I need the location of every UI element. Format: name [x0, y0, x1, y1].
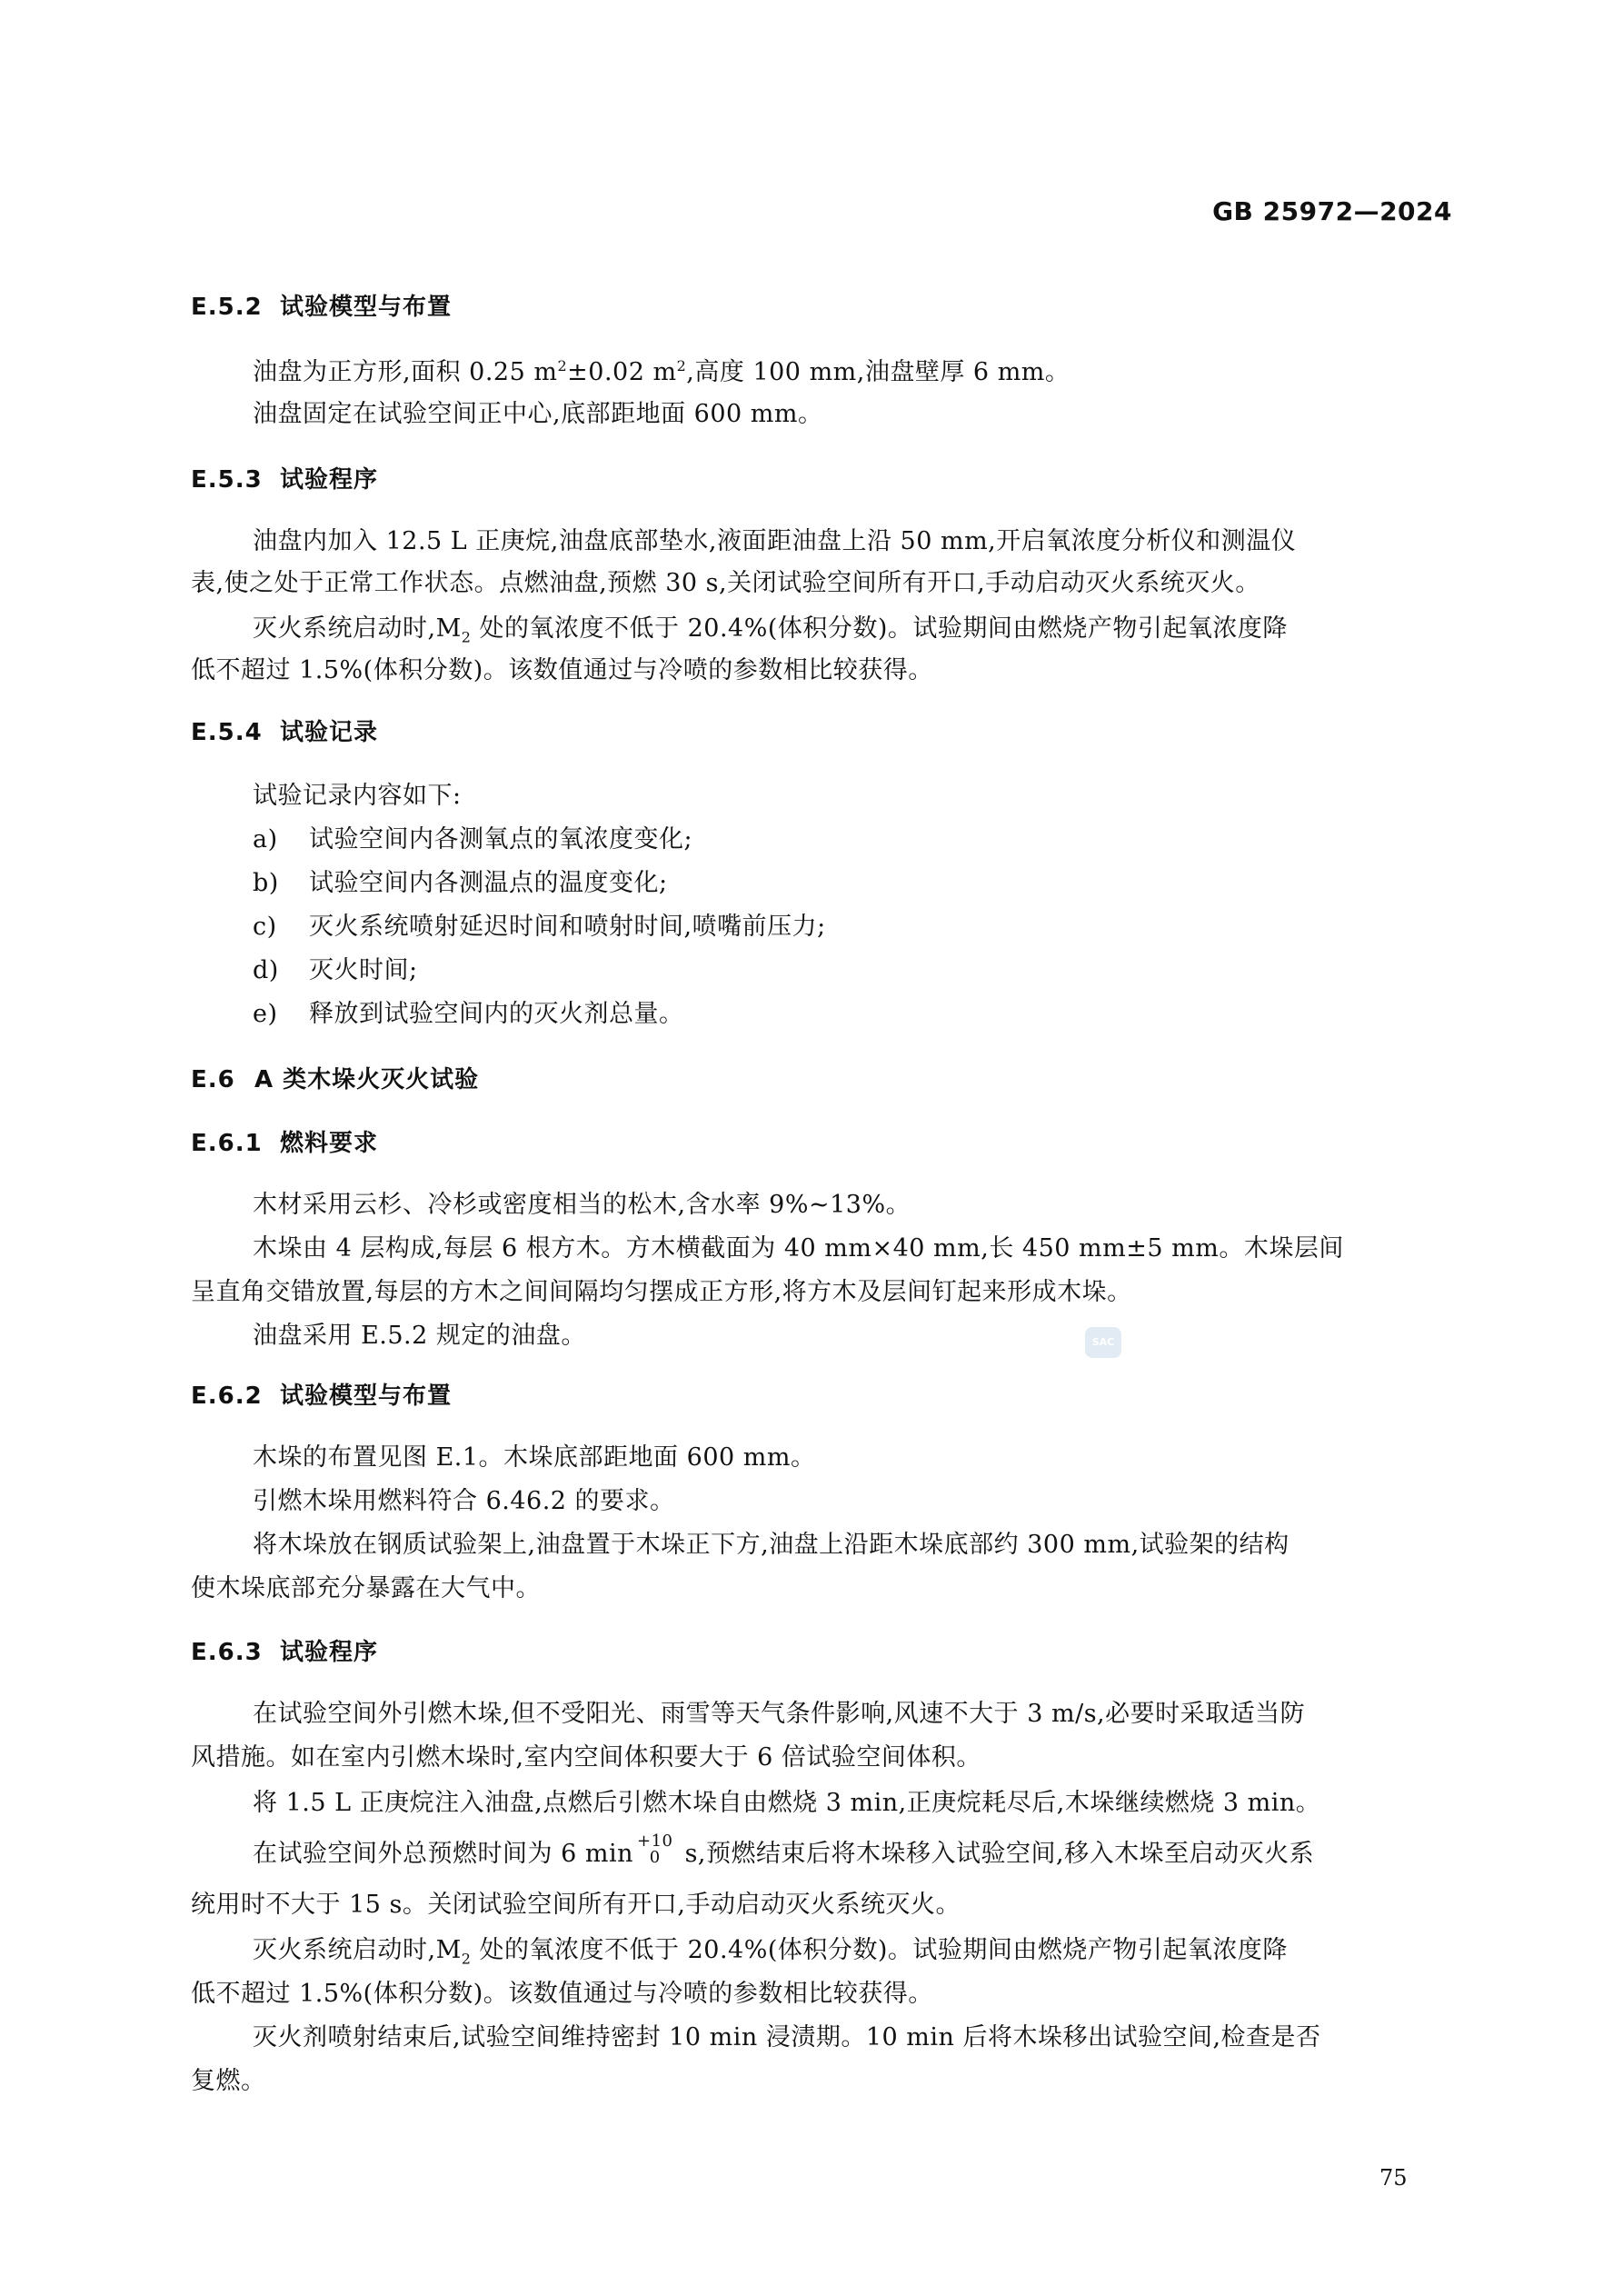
section-heading-e6	[191, 1063, 479, 1096]
paragraph: 将 1.5 L 正庚烷注入油盘,点燃后引燃木垛自由燃烧 3 min,正庚烷耗尽后,木垛继续燃烧 3 min。	[253, 1789, 1321, 1817]
text-run: ±0.02 m	[567, 358, 677, 386]
list-label: c)	[253, 913, 277, 941]
list-item	[253, 867, 668, 900]
tolerance-upper: +10	[636, 1831, 673, 1851]
section-number: E.6.1	[191, 1130, 263, 1157]
page-number: 75	[1379, 2165, 1408, 2191]
text-run: s,预燃结束后将木垛移入试验空间,移入木垛至启动灭火系	[676, 1840, 1315, 1868]
paragraph: 油盘固定在试验空间正中心,底部距地面 600 mm。	[253, 400, 823, 428]
section-heading-e52	[191, 291, 452, 324]
paragraph: 木垛的布置见图 E.1。木垛底部距地面 600 mm。	[253, 1443, 816, 1472]
section-title: A 类木垛火灭火试验	[254, 1066, 480, 1093]
section-title: 燃料要求	[280, 1130, 379, 1157]
section-title: 试验模型与布置	[280, 294, 453, 321]
text-run: ,高度 100 mm,油盘壁厚 6 mm。	[686, 358, 1070, 386]
paragraph-line: 木垛由 4 层构成,每层 6 根方木。方木横截面为 40 mm×40 mm,长 450 mm±5 mm。木垛层间	[253, 1234, 1344, 1263]
paragraph-line: 低不超过 1.5%(体积分数)。该数值通过与冷喷的参数相比较获得。	[191, 656, 933, 684]
paragraph-line: 呈直角交错放置,每层的方木之间间隔均匀摆成正方形,将方木及层间钉起来形成木垛。	[191, 1278, 1132, 1306]
list-item	[253, 954, 418, 987]
section-heading-e61	[191, 1127, 378, 1160]
paragraph-line: 表,使之处于正常工作状态。点燃油盘,预燃 30 s,关闭试验空间所有开口,手动启动灭火系统灭火。	[191, 569, 1260, 597]
section-title: 试验程序	[280, 466, 379, 494]
list-item	[253, 911, 826, 943]
list-label: d)	[253, 956, 279, 984]
paragraph: 引燃木垛用燃料符合 6.46.2 的要求。	[253, 1487, 675, 1515]
list-label: b)	[253, 869, 279, 897]
list-text: 灭火时间;	[309, 956, 418, 984]
paragraph-line: 油盘内加入 12.5 L 正庚烷,油盘底部垫水,液面距油盘上沿 50 mm,开启氧浓度分析仪和测温仪	[253, 527, 1297, 555]
tolerance	[637, 1833, 673, 1866]
section-heading-e53	[191, 464, 378, 496]
text-run: 处的氧浓度不低于 20.4%(体积分数)。试验期间由燃烧产物引起氧浓度降	[471, 1936, 1288, 1964]
paragraph-line	[253, 1831, 1315, 1872]
text-run: 灭火系统启动时,M	[253, 614, 462, 643]
section-title: 试验程序	[280, 1639, 379, 1666]
section-number: E.6.2	[191, 1383, 263, 1410]
tolerance-lower: 0	[649, 1847, 661, 1867]
subscript: 2	[461, 628, 472, 646]
section-heading-e63	[191, 1636, 378, 1669]
paragraph	[253, 356, 1070, 389]
paragraph-line	[253, 613, 1288, 645]
text-run: 灭火系统启动时,M	[253, 1936, 462, 1964]
paragraph-line: 风措施。如在室内引燃木垛时,室内空间体积要大于 6 倍试验空间体积。	[191, 1743, 981, 1772]
paragraph: 试验记录内容如下:	[253, 782, 462, 810]
list-text: 释放到试验空间内的灭火剂总量。	[309, 1000, 684, 1028]
paragraph-line: 将木垛放在钢质试验架上,油盘置于木垛正下方,油盘上沿距木垛底部约 300 mm,试验架的结构	[253, 1531, 1289, 1559]
text-run: 油盘为正方形,面积 0.25 m	[253, 358, 558, 386]
paragraph-line: 统用时不大于 15 s。关闭试验空间所有开口,手动启动灭火系统灭火。	[191, 1891, 961, 1919]
section-number: E.6	[191, 1066, 235, 1093]
text-run: 处的氧浓度不低于 20.4%(体积分数)。试验期间由燃烧产物引起氧浓度降	[471, 614, 1288, 643]
section-heading-e62	[191, 1380, 452, 1413]
list-item	[253, 998, 684, 1031]
standard-number: GB 25972—2024	[1212, 196, 1452, 226]
subscript: 2	[461, 1950, 472, 1968]
superscript: 2	[557, 357, 568, 374]
paragraph-line: 灭火剂喷射结束后,试验空间维持密封 10 min 浸渍期。10 min 后将木垛移出试验空间,检查是否	[253, 2023, 1321, 2051]
text-run: 在试验空间外总预燃时间为 6 min	[253, 1840, 633, 1868]
sac-watermark: SAC	[1085, 1327, 1121, 1358]
paragraph: 木材采用云杉、冷杉或密度相当的松木,含水率 9%~13%。	[253, 1191, 911, 1219]
list-item	[253, 824, 692, 856]
section-heading-e54	[191, 716, 378, 749]
paragraph: 油盘采用 E.5.2 规定的油盘。	[253, 1322, 586, 1350]
paragraph-line	[253, 1934, 1288, 1967]
list-text: 试验空间内各测氧点的氧浓度变化;	[309, 825, 693, 854]
list-text: 灭火系统喷射延迟时间和喷射时间,喷嘴前压力;	[309, 913, 826, 941]
list-text: 试验空间内各测温点的温度变化;	[309, 869, 668, 897]
section-number: E.5.2	[191, 294, 263, 321]
section-number: E.5.3	[191, 466, 263, 494]
list-label: a)	[253, 825, 278, 854]
section-title: 试验模型与布置	[280, 1383, 453, 1410]
paragraph-line: 使木垛底部充分暴露在大气中。	[191, 1574, 541, 1602]
paragraph-line: 低不超过 1.5%(体积分数)。该数值通过与冷喷的参数相比较获得。	[191, 1980, 933, 2008]
list-label: e)	[253, 1000, 278, 1028]
superscript: 2	[676, 357, 687, 374]
section-title: 试验记录	[280, 719, 379, 746]
section-number: E.6.3	[191, 1639, 263, 1666]
section-number: E.5.4	[191, 719, 263, 746]
paragraph-line: 在试验空间外引燃木垛,但不受阳光、雨雪等天气条件影响,风速不大于 3 m/s,必要时采取适当防	[253, 1700, 1306, 1728]
paragraph-line: 复燃。	[191, 2067, 266, 2095]
